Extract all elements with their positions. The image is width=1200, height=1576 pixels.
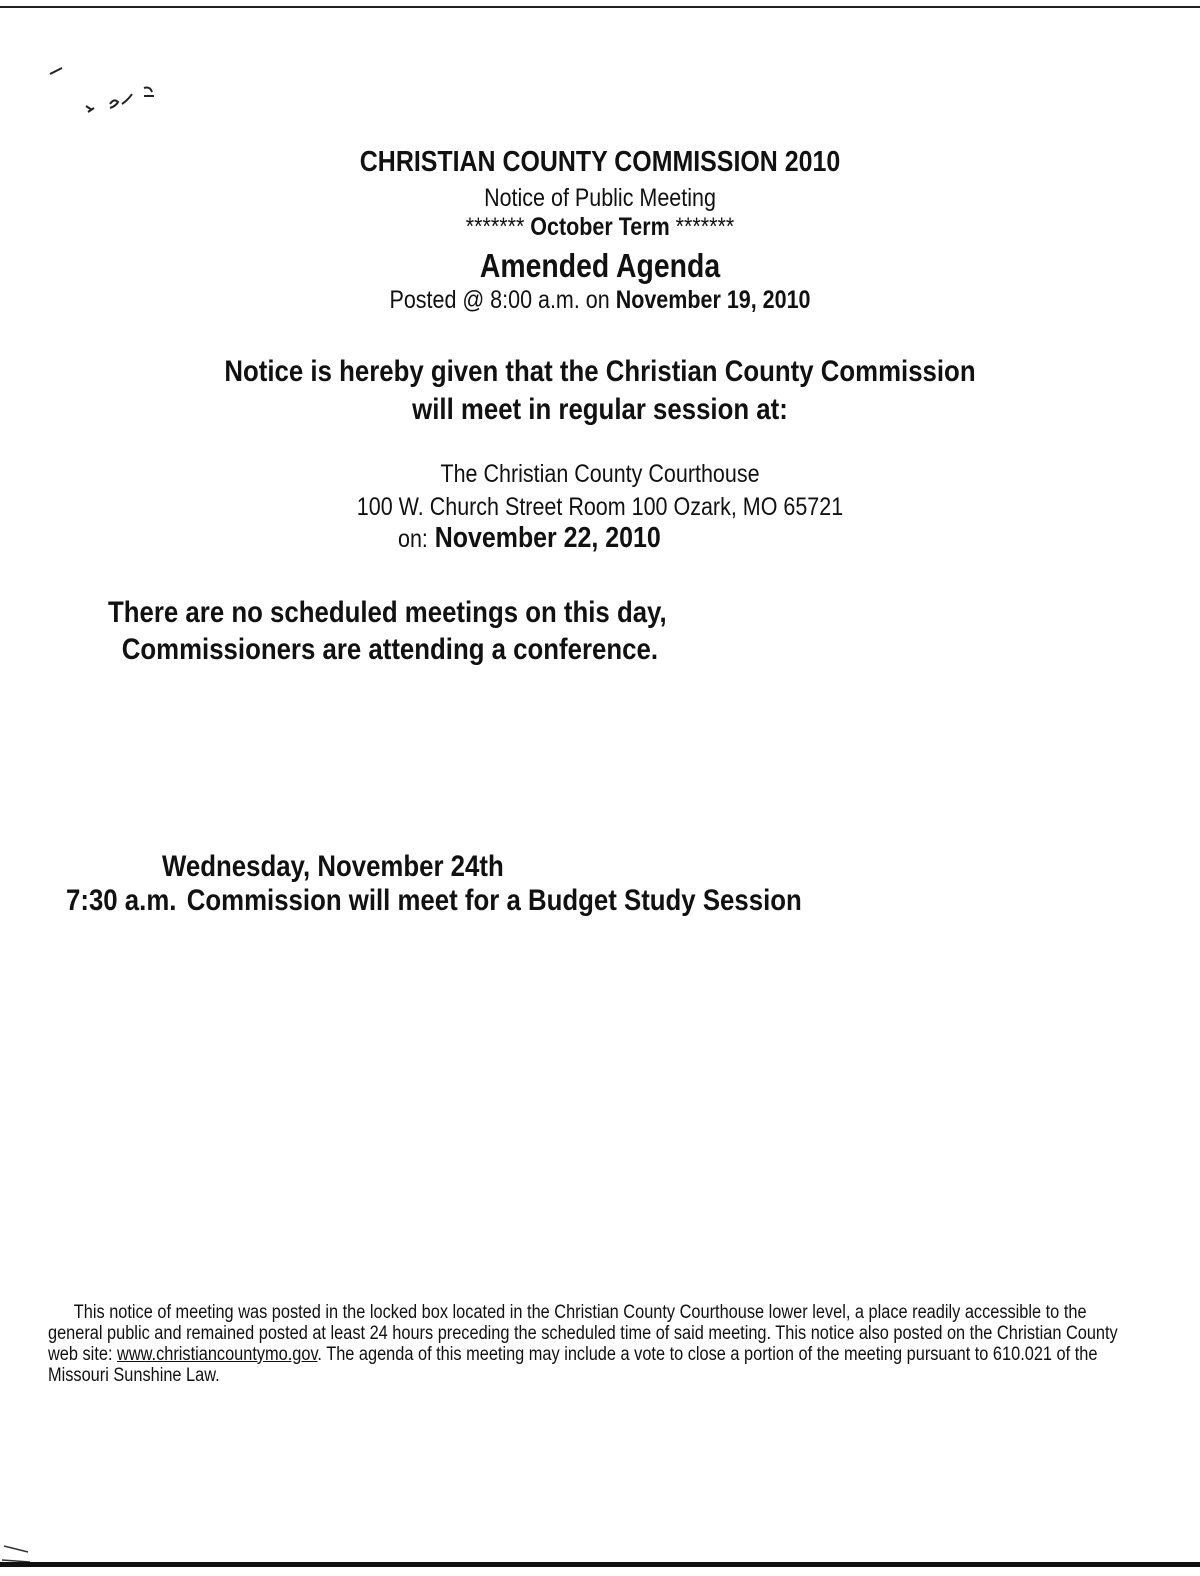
term-stars-right: ******* [675,213,735,241]
schedule-time: 7:30 a.m. [66,884,177,917]
document-title: CHRISTIAN COUNTY COMMISSION 2010 [359,146,841,178]
term-stars-left: ******* [465,213,525,241]
scan-border-top [0,6,1200,8]
footer-text-2: . The agenda of this meeting may include a vote to close a portion of the meeting pursuant to 610.021 of the Missouri Sunshine Law. [48,1344,1098,1386]
term-line [84,213,1116,242]
footer-notice [48,1302,1132,1386]
agenda-heading: Amended Agenda [479,247,721,284]
announcement-line-2: Commissioners are attending a conference. [121,633,658,666]
notice-subtitle: Notice of Public Meeting [484,184,716,212]
website-link[interactable]: www.christiancountymo.gov [117,1344,318,1365]
announcement-line-1: There are no scheduled meetings on this day, [108,596,667,629]
handwritten-marks [40,60,180,130]
posted-prefix: Posted @ 8:00 a.m. on [389,286,610,314]
schedule-day: Wednesday, November 24th [162,850,504,883]
schedule-item [66,884,802,918]
posted-date: November 19, 2010 [615,286,811,314]
location-name: The Christian County Courthouse [440,460,760,488]
notice-statement [84,353,1116,429]
notice-line-1: Notice is hereby given that the Christian County Commission [224,355,976,388]
meeting-date: November 22, 2010 [434,522,661,554]
meeting-date-line [398,522,661,555]
notice-line-2: will meet in regular session at: [412,393,788,426]
term-label: October Term [530,213,670,241]
on-label: on: [398,525,428,553]
meeting-location [84,458,1116,524]
no-meeting-announcement [108,594,667,668]
location-address: 100 W. Church Street Room 100 Ozark, MO 65721 [356,493,844,521]
schedule-description: Commission will meet for a Budget Study Session [186,884,802,917]
footer-text-1: This notice of meeting was posted in the locked box located in the Christian County Courthouse lower level, a place readily accessible to the general public and remained posted at least 24 hours preceding the scheduled time of said meeting. This notice also posted on the Christian County web site: [48,1302,1118,1365]
scan-border-bottom [0,1562,1200,1567]
posted-line [84,286,1116,315]
